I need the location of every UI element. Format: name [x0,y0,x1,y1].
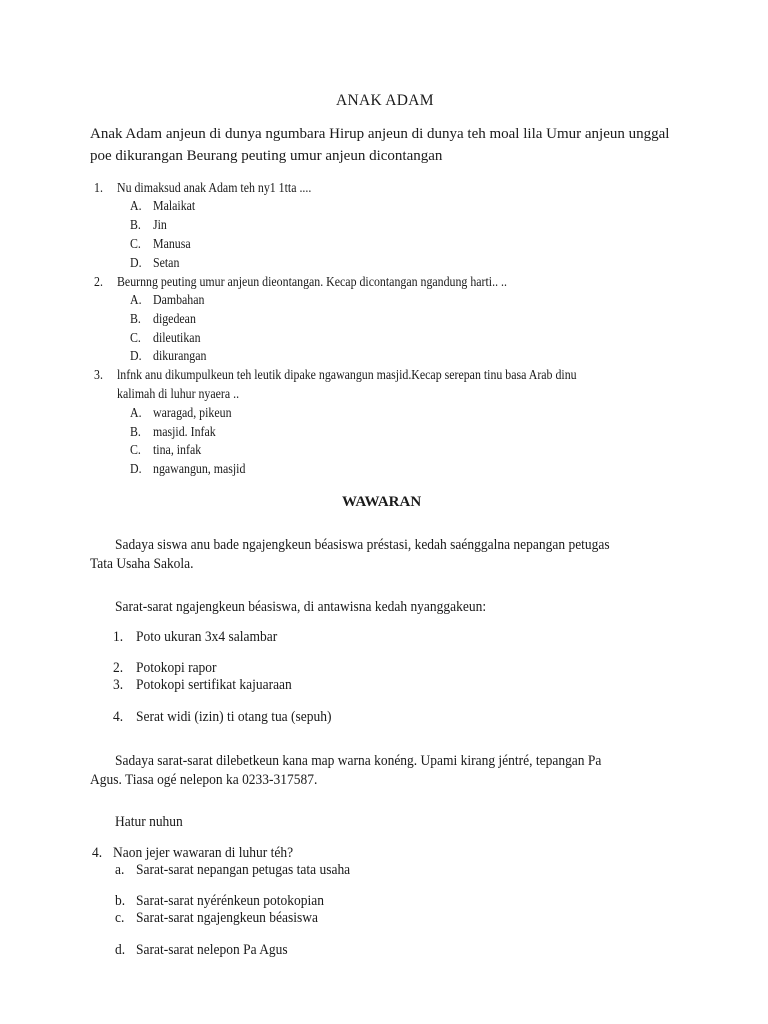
q4-option-text: Sarat-sarat ngajengkeun béasiswa [136,910,318,926]
q3-option-text: ngawangun, masjid [153,461,246,476]
q2-option-letter: C. [130,330,141,345]
q4-option-letter: c. [115,910,125,926]
question-3-text-line-1: lnfnk anu dikumpulkeun teh leutik dipake ngawangun masjid.Kecap serepan tinu basa Arab dinu [117,367,577,382]
question-1-number: 1. [94,180,103,195]
q3-option-letter: B. [130,424,141,439]
section-title: WAWARAN [342,494,422,510]
q1-option-letter: C. [130,236,141,251]
q4-option-text: Sarat-sarat nepangan petugas tata usaha [136,862,351,878]
q2-option-letter: D. [130,348,142,363]
poem-line-2: poe dikurangan Beurang peuting umur anjeun dicontangan [90,148,443,164]
q2-option-text: dikurangan [153,348,207,363]
announcement-para-3-line-2: Agus. Tiasa ogé nelepon ka 0233-317587. [90,772,318,788]
q4-option-text: Sarat-sarat nyérénkeun potokopian [136,893,324,909]
requirement-number: 1. [113,629,124,645]
q3-option-letter: A. [130,405,142,420]
q1-option-letter: A. [130,198,142,213]
requirement-text: Potokopi sertifikat kajuaraan [136,677,292,693]
question-3-number: 3. [94,367,103,382]
q1-option-text: Manusa [153,236,191,251]
question-4-text: Naon jejer wawaran di luhur téh? [113,845,294,861]
requirement-number: 2. [113,660,124,676]
q3-option-letter: D. [130,461,142,476]
requirement-text: Serat widi (izin) ti otang tua (sepuh) [136,709,332,725]
requirement-number: 3. [113,677,124,693]
question-1-text: Nu dimaksud anak Adam teh ny1 1tta .... [117,180,312,195]
closing-text: Hatur nuhun [115,814,183,830]
requirement-text: Potokopi rapor [136,660,217,676]
q1-option-text: Jin [153,217,167,232]
q3-option-text: tina, infak [153,442,202,457]
q3-option-text: waragad, pikeun [153,405,232,420]
q1-option-text: Setan [153,255,180,270]
q4-option-letter: b. [115,893,126,909]
question-2-number: 2. [94,274,103,289]
question-2-text: Beurnng peuting umur anjeun dieontangan. Kecap dicontangan ngandung harti.. .. [117,274,507,289]
q3-option-letter: C. [130,442,141,457]
q1-option-letter: D. [130,255,142,270]
q2-option-letter: A. [130,292,142,307]
announcement-para-3-line-1: Sadaya sarat-sarat dilebetkeun kana map warna konéng. Upami kirang jéntré, tepangan Pa [115,753,602,769]
poem-line-1: Anak Adam anjeun di dunya ngumbara Hirup anjeun di dunya teh moal lila Umur anjeun unggal [90,126,670,142]
q1-option-letter: B. [130,217,141,232]
requirement-number: 4. [113,709,124,725]
announcement-para-1-line-1: Sadaya siswa anu bade ngajengkeun béasiswa préstasi, kedah saénggalna nepangan petugas [115,537,610,553]
q2-option-letter: B. [130,311,141,326]
q4-option-letter: a. [115,862,125,878]
q2-option-text: Dambahan [153,292,205,307]
q1-option-text: Malaikat [153,198,196,213]
announcement-para-1-line-2: Tata Usaha Sakola. [90,556,194,572]
q4-option-text: Sarat-sarat nelepon Pa Agus [136,942,288,958]
question-3-text-line-2: kalimah di luhur nyaera .. [117,386,240,401]
q2-option-text: dileutikan [153,330,201,345]
announcement-para-2: Sarat-sarat ngajengkeun béasiswa, di antawisna kedah nyanggakeun: [115,599,487,615]
q3-option-text: masjid. Infak [153,424,216,439]
page-title: ANAK ADAM [336,92,434,109]
requirement-text: Poto ukuran 3x4 salambar [136,629,278,645]
q2-option-text: digedean [153,311,196,326]
q4-option-letter: d. [115,942,126,958]
question-4-number: 4. [92,845,103,861]
